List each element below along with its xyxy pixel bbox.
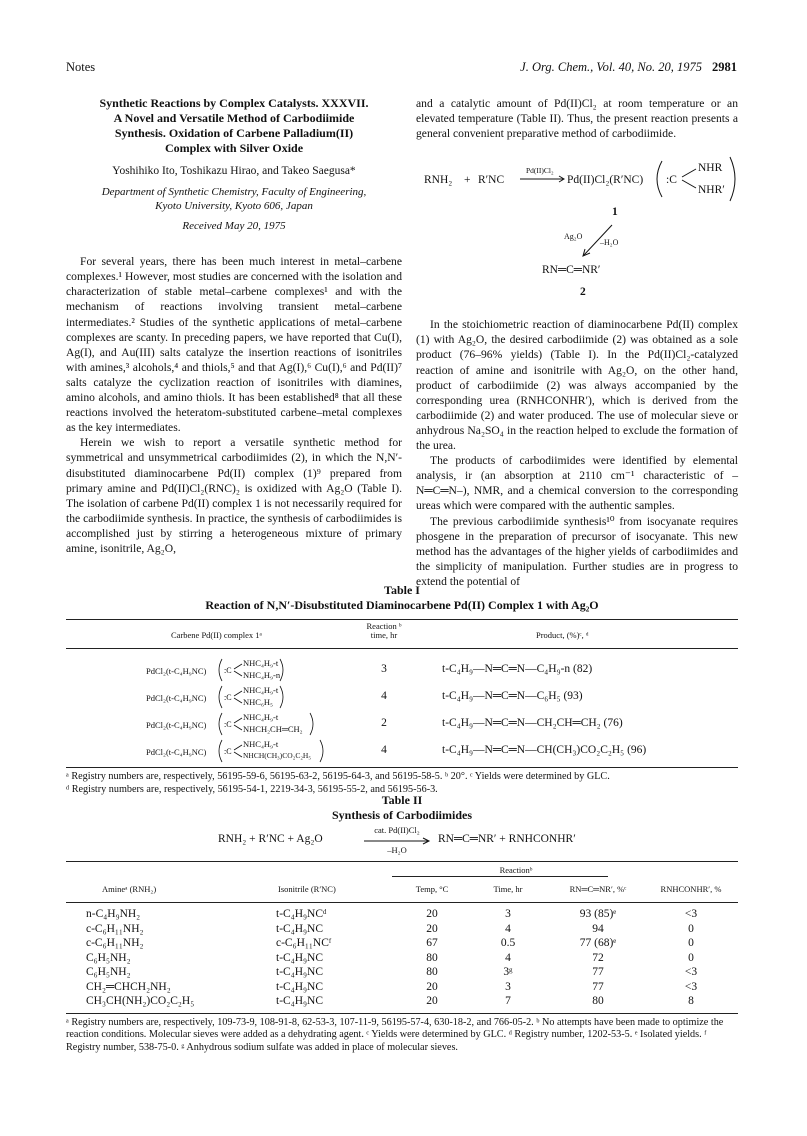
table-2 xyxy=(66,793,738,1054)
carbodiimide-yield-cell: 72 xyxy=(592,951,604,964)
table-footnote: ᵃ Registry numbers are, respectively, 56195-59-6, 56195-63-2, 56195-64-3, and 56195-58-5. ᵇ 20°. ᶜ Yields were determined by GLC. xyxy=(66,771,610,782)
ligand-bottom: NHCH₂CH═CH₂ xyxy=(243,724,303,734)
amine-cell: n-C₄H₉NH₂ xyxy=(86,908,141,920)
ligand-bottom: NHC₄H₉-n xyxy=(243,670,281,680)
col-header-time xyxy=(354,622,414,640)
ligand-bottom: NHCH(CH₃)CO₂C₂H₅ xyxy=(243,751,311,760)
running-header xyxy=(66,60,737,78)
isonitrile-cell: t-C₄H₉NC xyxy=(276,951,323,964)
col-header-time-line: time, hr xyxy=(370,630,398,640)
reaction-time: 4 xyxy=(381,744,387,756)
isonitrile-cell: t-C₄H₉NC xyxy=(276,922,323,935)
svg-text::C: :C xyxy=(224,747,232,756)
temp-cell: 80 xyxy=(426,966,438,978)
scheme-nhr: NHR xyxy=(698,162,723,175)
table-1 xyxy=(66,583,738,796)
urea-yield-cell: <3 xyxy=(684,966,698,978)
temp-cell: 20 xyxy=(426,980,438,993)
author-list: Yoshihiko Ito, Toshikazu Hirao, and Takeo Saegusa* xyxy=(112,165,356,177)
urea-yield-cell: 0 xyxy=(688,922,694,935)
table-row xyxy=(66,923,738,938)
body-paragraph: The products of carbodiimides were identified by elemental analysis, ir (an absorption at 2110 cm⁻¹ characteristic of –N═C═N–), NMR, and a chemical conversion to the corresponding ureas which were compared with the authentic samples. xyxy=(416,454,738,513)
table-footnote: ᵈ Registry numbers are, respectively, 56195-54-1, 2219-34-3, 56195-55-2, and 56195-56-3. xyxy=(66,783,438,795)
title-line: Complex with Silver Oxide xyxy=(164,141,304,155)
isonitrile-cell: c-C₆H₁₁NCᶠ xyxy=(276,937,332,949)
ligand-top: NHC₄H₉-t xyxy=(243,739,279,749)
urea-yield-cell: <3 xyxy=(684,908,698,920)
svg-text::C: :C xyxy=(224,693,232,702)
amine-cell: c-C₆H₁₁NH₂ xyxy=(86,922,144,935)
scheme-product: RN═C═NR′ xyxy=(542,264,601,277)
table-rule xyxy=(66,1013,738,1014)
amine-cell: CH₃CH(NH₂)CO₂C₂H₅ xyxy=(86,995,195,1007)
equation-right: RN═C═NR′ + RNHCONHR′ xyxy=(438,833,576,845)
scheme-h2o: –H₂O xyxy=(600,238,619,248)
received-date: Received May 20, 1975 xyxy=(182,220,286,233)
right-column xyxy=(416,96,738,589)
product-value: t-C₄H₉—N═C═N—C₄H₉-n (82) xyxy=(442,663,593,675)
title-line: A Novel and Versatile Method of Carbodiimide xyxy=(113,111,355,125)
amine-cell: CH₂═CHCH₂NH₂ xyxy=(86,980,171,993)
table-2-equation xyxy=(66,823,738,853)
ligand-top: NHC₄H₉-t xyxy=(243,712,279,722)
product-value: t-C₄H₉—N═C═N—CH₂CH═CH₂ (76) xyxy=(442,717,623,729)
table-row xyxy=(66,966,738,981)
table-2-header xyxy=(66,862,738,902)
carbodiimide-yield-cell: 93 (85)ᵉ xyxy=(579,908,617,920)
amine-cell: C₆H₅NH₂ xyxy=(86,966,131,978)
ligand-bottom: NHC₆H₅ xyxy=(243,697,274,707)
table-2-title: Synthesis of Carbodiimides xyxy=(331,808,473,822)
title-line: Synthesis. Oxidation of Carbene Palladium(II) xyxy=(114,126,354,140)
urea-yield-cell: 0 xyxy=(688,951,694,964)
body-paragraph: Herein we wish to report a versatile synthetic method for symmetrical and unsymmetrical carbodiimides (2), in which the N,N′-disubstituted diaminocarbene Pd(II) complex (1)⁹ prepared from primary amine and Pd(II)Cl₂(RNC)₂ is oxidized with Ag₂O (Table I). The isolation of carbene Pd(II) complex 1 is not necessarily required for the carbodiimide synthesis. In practice, the synthesis of carbodiimides is accomplished just by stirring a heterogeneous mixture of primary amine, isonitrile, Ag₂O, xyxy=(66,436,402,555)
col-header-complex: Carbene Pd(II) complex 1ᵃ xyxy=(171,630,262,640)
col-header-reaction: Reactionᵇ xyxy=(499,865,533,875)
isonitrile-cell: t-C₄H₉NC xyxy=(276,980,323,993)
body-paragraph: For several years, there has been much interest in metal–carbene complexes.¹ However, most studies are concerned with the isolation and characterization of stable metal–carbene complexes¹ and with the mechanism of reactions involving transient metal–carbene intermediates.² Studies of the synthetic applications of metal–carbene complexes are scanty. In preceding papers, we have reported that Cu(I), Ag(I), and Au(III) salts catalyze the insertion reactions of isonitriles with amines,³ alcohols,⁴ and thiols,⁵ and that Ag(I),⁶ Cu(I),⁶ and Pd(II)⁷ salts catalyze the cyclization reaction of isonitriles with diamines, amino alcohols, and amino thiols. It has been established⁸ that all these reactions involved the heteratom-substituted carbene–metal complexes as the key intermediates. xyxy=(66,255,402,435)
body-paragraph: and a catalytic amount of Pd(II)Cl₂ at room temperature or an elevated temperature (Table II). Thus, the present reaction presents a general convenient preparative method of carbodiimide. xyxy=(416,97,738,141)
temp-cell: 20 xyxy=(426,922,438,935)
isonitrile-cell: t-C₄H₉NC xyxy=(276,966,323,978)
reaction-subrule xyxy=(392,876,608,877)
table-rule xyxy=(66,767,738,768)
table-row xyxy=(66,995,738,1010)
time-cell: 3ᵍ xyxy=(503,966,513,978)
scheme-ag2o: Ag₂O xyxy=(564,232,583,242)
time-cell: 3 xyxy=(505,908,511,920)
amine-cell: C₆H₅NH₂ xyxy=(86,951,131,964)
col-header-isonitrile: Isonitrile (R′NC) xyxy=(278,884,336,894)
table-2-footnote: ᵃ Registry numbers are, respectively, 109-73-9, 108-91-8, 62-53-3, 107-11-9, 56195-57-4, 630-18-2, and 766-05-2. ᵇ No attempts have been made to optimize the reaction conditions. Molecular sieves were added as a dehydrating agent. ᶜ Yields were determined by GLC. ᵈ Registry number, 1202-53-5. ᵉ Isolated yields. ᶠ Registry number, 538-75-0. ᵍ Anhydrous sodium sulfate was added in place of molecular sieves. xyxy=(66,1016,724,1053)
table-row xyxy=(66,684,738,711)
scheme-nhr-prime: NHR′ xyxy=(698,184,725,197)
affiliation-line: Kyoto University, Kyoto 606, Japan xyxy=(155,200,313,213)
temp-cell: 80 xyxy=(426,951,438,964)
carbodiimide-yield-cell: 77 xyxy=(592,980,604,993)
table-row xyxy=(66,937,738,952)
col-header-temp: Temp, °C xyxy=(415,884,449,894)
ligand-top: NHC₄H₉-t xyxy=(243,658,279,668)
journal-citation xyxy=(520,60,737,75)
table-1-header xyxy=(66,620,738,648)
table-1-number: Table I xyxy=(384,583,420,597)
scheme-bond-bottom xyxy=(682,180,696,188)
scheme-reactant-isonitrile: R′NC xyxy=(478,174,505,187)
reaction-time: 2 xyxy=(381,717,387,729)
time-cell: 0.5 xyxy=(500,937,516,949)
svg-text::C: :C xyxy=(224,666,232,675)
urea-yield-cell: 8 xyxy=(688,995,694,1007)
scheme-reactant-amine: RNH₂ xyxy=(424,174,453,187)
time-cell: 4 xyxy=(505,951,511,964)
scheme-label-2: 2 xyxy=(580,286,586,299)
scheme-bond-top xyxy=(682,169,696,177)
svg-text::C: :C xyxy=(224,720,232,729)
table-row xyxy=(66,711,738,738)
amine-cell: c-C₆H₁₁NH₂ xyxy=(86,937,144,949)
section-label: Notes xyxy=(66,60,96,74)
scheme-plus: + xyxy=(464,174,471,187)
col-header-carbodiimide: RN═C═NR′, %ᶜ xyxy=(569,884,627,894)
scheme-drawing xyxy=(416,149,738,307)
table-row xyxy=(66,952,738,967)
carbodiimide-yield-cell: 77 (68)ᵉ xyxy=(579,937,617,949)
table-2-number: Table II xyxy=(381,793,423,807)
col-header-time-line: Reaction ᵇ xyxy=(366,621,402,631)
scheme-paren-right xyxy=(730,157,735,201)
table-row xyxy=(66,908,738,923)
journal-name: J. Org. Chem., Vol. 40, No. 20, 1975 xyxy=(520,60,702,74)
complex-prefix: PdCl₂(t-C₄H₉NC) xyxy=(146,666,207,676)
carbodiimide-yield-cell: 77 xyxy=(592,966,604,978)
article-title xyxy=(66,96,402,156)
product-value: t-C₄H₉—N═C═N—CH(CH₃)CO₂C₂H₅ (96) xyxy=(442,744,647,756)
equation-above-arrow: cat. Pd(II)Cl₂ xyxy=(374,825,420,835)
complex-prefix: PdCl₂(t-C₄H₉NC) xyxy=(146,747,207,757)
reaction-time: 4 xyxy=(381,690,387,702)
scheme-arrow-label: Pd(II)Cl₂ xyxy=(526,166,554,176)
table-1-title: Reaction of N,N′-Disubstituted Diaminocarbene Pd(II) Complex 1 with Ag₂O xyxy=(205,598,599,612)
equation-below-arrow: –H₂O xyxy=(387,845,407,855)
table-row xyxy=(66,657,738,684)
isonitrile-cell: t-C₄H₉NCᵈ xyxy=(276,908,327,920)
scheme-carbene-c: :C xyxy=(666,174,677,187)
col-header-urea: RNHCONHR′, % xyxy=(660,884,722,894)
scheme-complex: Pd(II)Cl₂(R′NC) xyxy=(567,174,644,187)
isonitrile-cell: t-C₄H₉NC xyxy=(276,995,323,1007)
col-header-time: Time, hr xyxy=(493,884,523,894)
temp-cell: 67 xyxy=(426,937,438,949)
page-number: 2981 xyxy=(712,60,737,74)
time-cell: 7 xyxy=(505,995,511,1007)
time-cell: 3 xyxy=(505,980,511,993)
product-value: t-C₄H₉—N═C═N—C₆H₅ (93) xyxy=(442,690,583,702)
table-rule xyxy=(66,902,738,903)
carbodiimide-yield-cell: 80 xyxy=(592,995,604,1007)
urea-yield-cell: <3 xyxy=(684,980,698,993)
complex-prefix: PdCl₂(t-C₄H₉NC) xyxy=(146,720,207,730)
affiliation xyxy=(66,185,402,213)
temp-cell: 20 xyxy=(426,995,438,1007)
scheme-label-1: 1 xyxy=(612,206,618,219)
carbodiimide-yield-cell: 94 xyxy=(592,922,604,935)
complex-prefix: PdCl₂(t-C₄H₉NC) xyxy=(146,693,207,703)
urea-yield-cell: 0 xyxy=(688,937,694,949)
col-header-amine: Amineᵃ (RNH₂) xyxy=(102,884,157,894)
scheme-paren-left xyxy=(657,161,662,197)
equation-left: RNH₂ + R′NC + Ag₂O xyxy=(218,833,323,845)
affiliation-line: Department of Synthetic Chemistry, Faculty of Engineering, xyxy=(101,186,367,199)
body-paragraph: In the stoichiometric reaction of diaminocarbene Pd(II) complex (1) with Ag₂O, the desired carbodiimide (2) was obtained as a sole product (76–96% yields) (Table I). In the Pd(II)Cl₂-catalyzed reaction of amine and isonitrile with Ag₂O, on the other hand, product of carbodiimide (2) was always accompanied by the corresponding urea (RNHCONHR′), which is derived from the carbodiimide (2) and water produced. The use of molecular sieve or anhydrous Na₂SO₄ in the reaction helped to exclude the formation of the urea. xyxy=(416,318,738,453)
ligand-top: NHC₄H₉-t xyxy=(243,685,279,695)
table-row xyxy=(66,738,738,765)
left-column xyxy=(66,96,402,556)
table-row xyxy=(66,981,738,996)
temp-cell: 20 xyxy=(426,908,438,920)
reaction-scheme xyxy=(416,149,738,307)
reaction-time: 3 xyxy=(381,663,387,675)
time-cell: 4 xyxy=(505,922,511,935)
col-header-product: Product, (%)ᶜ, ᵈ xyxy=(536,630,589,640)
title-line: Synthetic Reactions by Complex Catalysts. XXXVII. xyxy=(99,96,369,110)
body-paragraph: The previous carbodiimide synthesis¹⁰ from isocyanate requires phosgene in the preparation of precursor of isocyanate. This new method has the advantages of the higher yields of carbodiimides and the simplicity of manipulation. Further studies are in progress to extend the potential of xyxy=(416,514,738,588)
